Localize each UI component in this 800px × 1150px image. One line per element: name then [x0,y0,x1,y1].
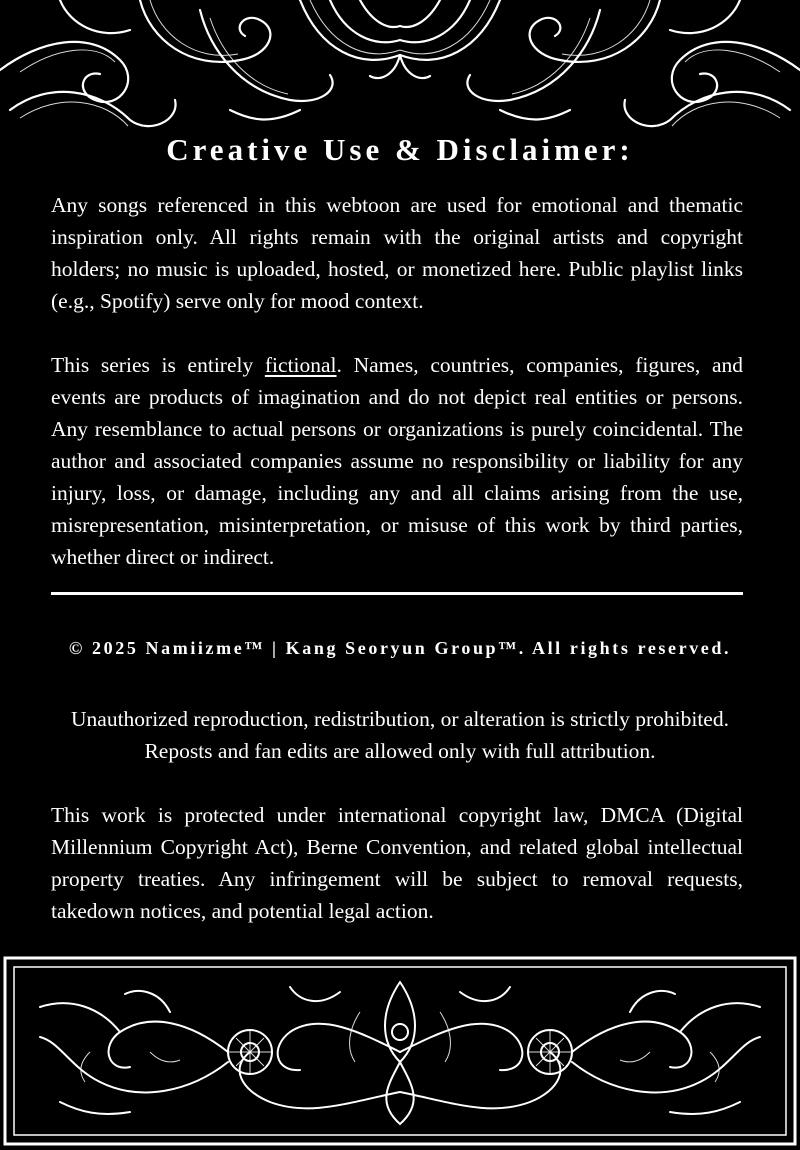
top-baroque-ornament [0,0,800,140]
bottom-floral-ornament [0,952,800,1150]
fiction-paragraph [51,349,743,573]
songs-paragraph: Any songs referenced in this webtoon are used for emotional and thematic inspiration only. All rights remain with the original artists and copyright holders; no music is uploaded, hosted, or monetized here. Public playlist links (e.g., Spotify) serve only for mood context. [51,193,743,313]
copyright-line: © 2025 Namiizme™ | Kang Seoryun Group™. All rights reserved. [68,638,732,658]
reproduction-paragraph: Unauthorized reproduction, redistribution, or alteration is strictly prohibited. Reposts and fan edits are allowed only with full attribution. [71,707,729,763]
fictional-link[interactable]: fictional [264,353,337,377]
legal-paragraph: This work is protected under international copyright law, DMCA (Digital Millennium Copyright Act), Berne Convention, and related global intellectual property treaties. Any infringement will be subject to removal requests, takedown notices, and potential legal action. [51,803,743,923]
divider [51,592,743,595]
fiction-rest: . Names, countries, companies, figures, and events are products of imagination and do not depict real entities or persons. Any resemblance to actual persons or organizations is purely coincidental. The author and associated companies assume no responsibility or liability for any injury, loss, or damage, including any and all claims arising from the use, misrepresentation, misinterpretation, or misuse of this work by third parties, whether direct or indirect. [51,353,743,569]
page-title: Creative Use & Disclaimer: [166,132,634,167]
fiction-prefix: This series is entirely [51,353,265,377]
